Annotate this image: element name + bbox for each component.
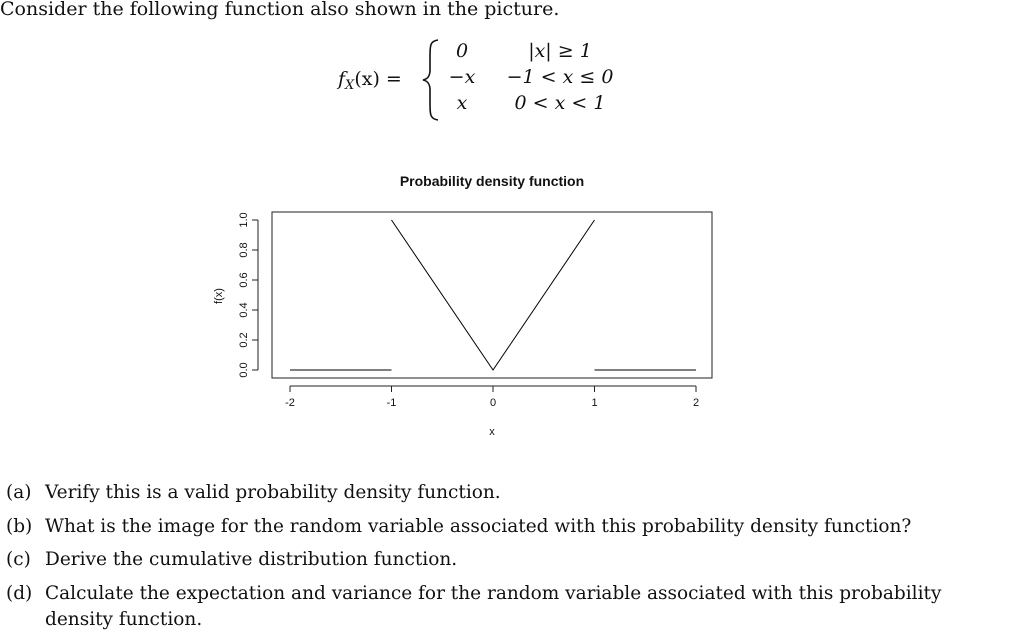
y-tick-label: 0.2 [238,332,250,348]
case-value: x [456,92,468,114]
series-layer [290,220,696,370]
plot-frame [272,212,712,378]
y-tick-label: 0.4 [238,302,250,318]
question-c [6,547,1016,573]
x-tick-label: 1 [591,397,598,409]
formula-subscript: X [345,78,355,93]
question-text: Derive the cumulative distribution function. [45,549,458,570]
formula-function-name: f [338,68,346,90]
intro-text: Consider the following function also shown in the picture. [0,0,560,20]
x-axis-label: x [489,426,495,438]
question-text: Calculate the expectation and variance for the random variable associated with this probability density function. [45,583,942,630]
piecewise-formula [338,38,628,122]
case-value: 0 [455,40,469,62]
case-condition: −1 < x ≤ 0 [506,66,614,88]
chart-title: Probability density function [399,173,585,189]
case-value: −x [448,66,476,88]
formula-lhs [338,68,402,93]
x-tick-label: 0 [489,397,497,409]
y-tick-label: 1.0 [238,212,250,228]
y-tick-label: 0.8 [238,242,250,258]
pdf-chart [200,160,740,450]
question-b [6,514,1016,540]
question-text: Verify this is a valid probability density function. [45,482,501,503]
x-axis [285,386,699,409]
question-label: (a) [6,482,32,503]
y-axis-label: f(x) [213,288,225,304]
series-line-2 [392,220,595,370]
x-tick-label: 2 [692,397,700,409]
x-tick-label: -1 [386,397,397,409]
case-condition: 0 < x < 1 [514,92,606,114]
x-tick-label: -2 [285,397,295,409]
question-a [6,480,1016,506]
left-brace [420,38,444,122]
y-tick-label: 0.0 [238,362,250,378]
question-text: What is the image for the random variable associated with this probability density function? [45,516,912,537]
question-label: (d) [6,583,33,604]
case-condition: |x| ≥ 1 [528,40,592,62]
y-axis [238,212,258,377]
y-tick-label: 0.6 [238,272,250,288]
formula-argument: (x) = [354,68,402,90]
question-d [6,581,1016,633]
question-label: (b) [6,516,33,537]
question-label: (c) [6,549,31,570]
